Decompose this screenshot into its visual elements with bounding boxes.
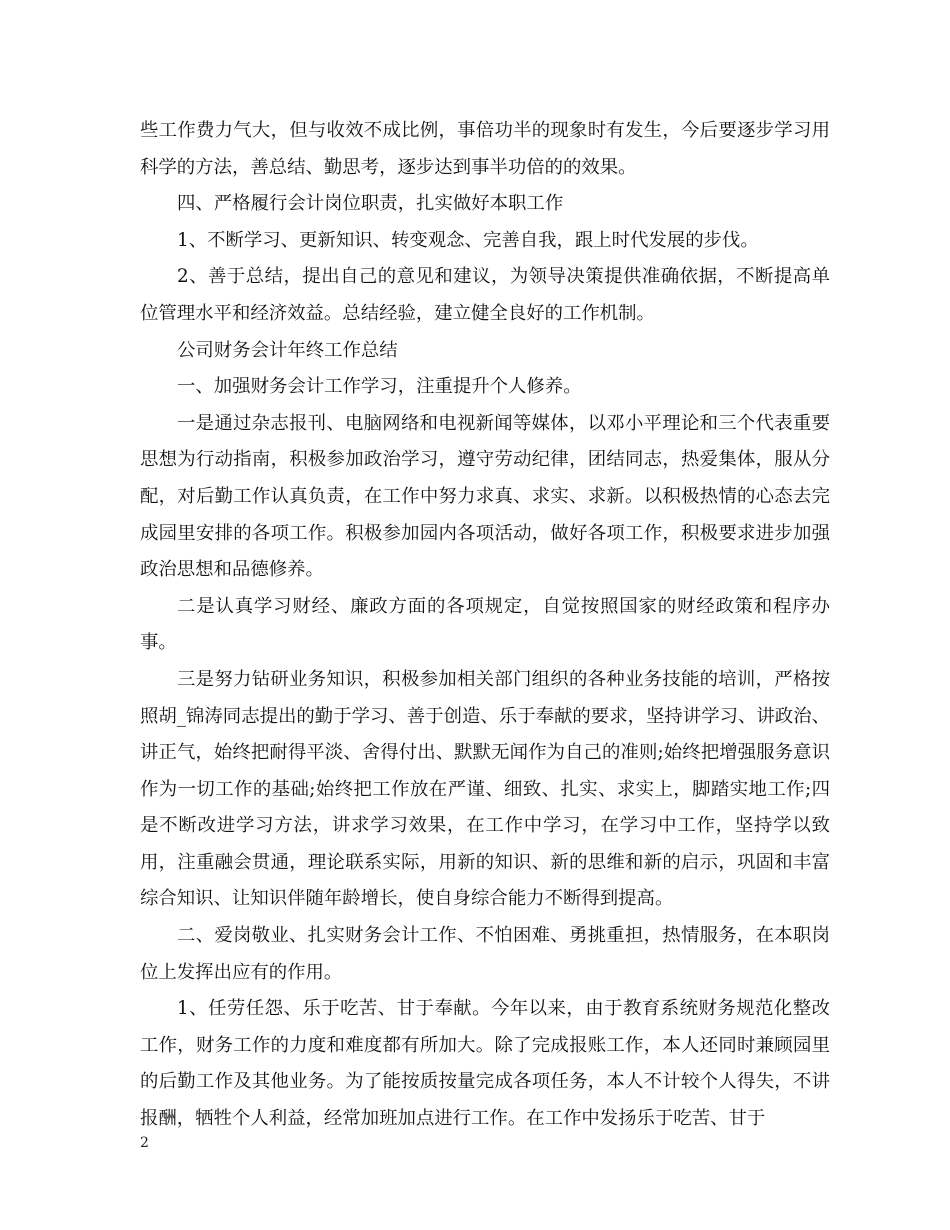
paragraph: 1、任劳任怨、乐于吃苦、甘于奉献。今年以来，由于教育系统财务规范化整改工作，财务工作的力度和难度都有所加大。除了完成报账工作，本人还同时兼顾园里的后勤工作及其他业务。为了能按质按量完成各项任务，本人不计较个人得失，不讲报酬，牺牲个人利益，经常加班加点进行工作。在工作中发扬乐于吃苦、甘于 xyxy=(140,998,830,1130)
section-heading-two: 二、爱岗敬业、扎实财务会计工作、不怕困难、勇挑重担，热情服务，在本职岗位上发挥出应有的作用。 xyxy=(140,925,830,983)
section-heading-four: 四、严格履行会计岗位职责，扎实做好本职工作 xyxy=(177,193,564,215)
document-body xyxy=(140,113,830,1138)
list-item-1: 1、不断学习、更新知识、转变观念、完善自我，跟上时代发展的步伐。 xyxy=(177,229,759,251)
paragraph: 二是认真学习财经、廉政方面的各项规定，自觉按照国家的财经政策和程序办事。 xyxy=(140,595,830,654)
list-item-2: 2、善于总结，提出自己的意见和建议，为领导决策提供准确依据，不断提高单位管理水平和经济效益。总结经验，建立健全良好的工作机制。 xyxy=(140,266,830,324)
paragraph: 三是努力钻研业务知识，积极参加相关部门组织的各种业务技能的培训，严格按照胡_锦涛同志提出的勤于学习、善于创造、乐于奉献的要求，坚持讲学习、讲政治、讲正气，始终把耐得平淡、舍得付出、默默无闻作为自己的准则;始终把增强服务意识作为一切工作的基础;始终把工作放在严谨、细致、扎实、求实上，脚踏实地工作;四是不断改进学习方法，讲求学习效果，在工作中学习，在学习中工作，坚持学以致用，注重融会贯通，理论联系实际，用新的知识、新的思维和新的启示，巩固和丰富综合知识、让知识伴随年龄增长，使自身综合能力不断得到提高。 xyxy=(140,668,830,910)
section-heading-one: 一、加强财务会计工作学习，注重提升个人修养。 xyxy=(177,376,582,398)
paragraph-continuation: 些工作费力气大，但与收效不成比例，事倍功半的现象时有发生，今后要逐步学习用科学的方法，善总结、勤思考，逐步达到事半功倍的的效果。 xyxy=(140,120,830,178)
paragraph: 一是通过杂志报刊、电脑网络和电视新闻等媒体，以邓小平理论和三个代表重要思想为行动指南，积极参加政治学习，遵守劳动纪律，团结同志，热爱集体，服从分配，对后勤工作认真负责，在工作中努力求真、求实、求新。以积极热情的心态去完成园里安排的各项工作。积极参加园内各项活动，做好各项工作，积极要求进步加强政治思想和品德修养。 xyxy=(140,412,830,581)
document-title: 公司财务会计年终工作总结 xyxy=(177,339,398,361)
page-number: 2 xyxy=(140,1135,149,1151)
